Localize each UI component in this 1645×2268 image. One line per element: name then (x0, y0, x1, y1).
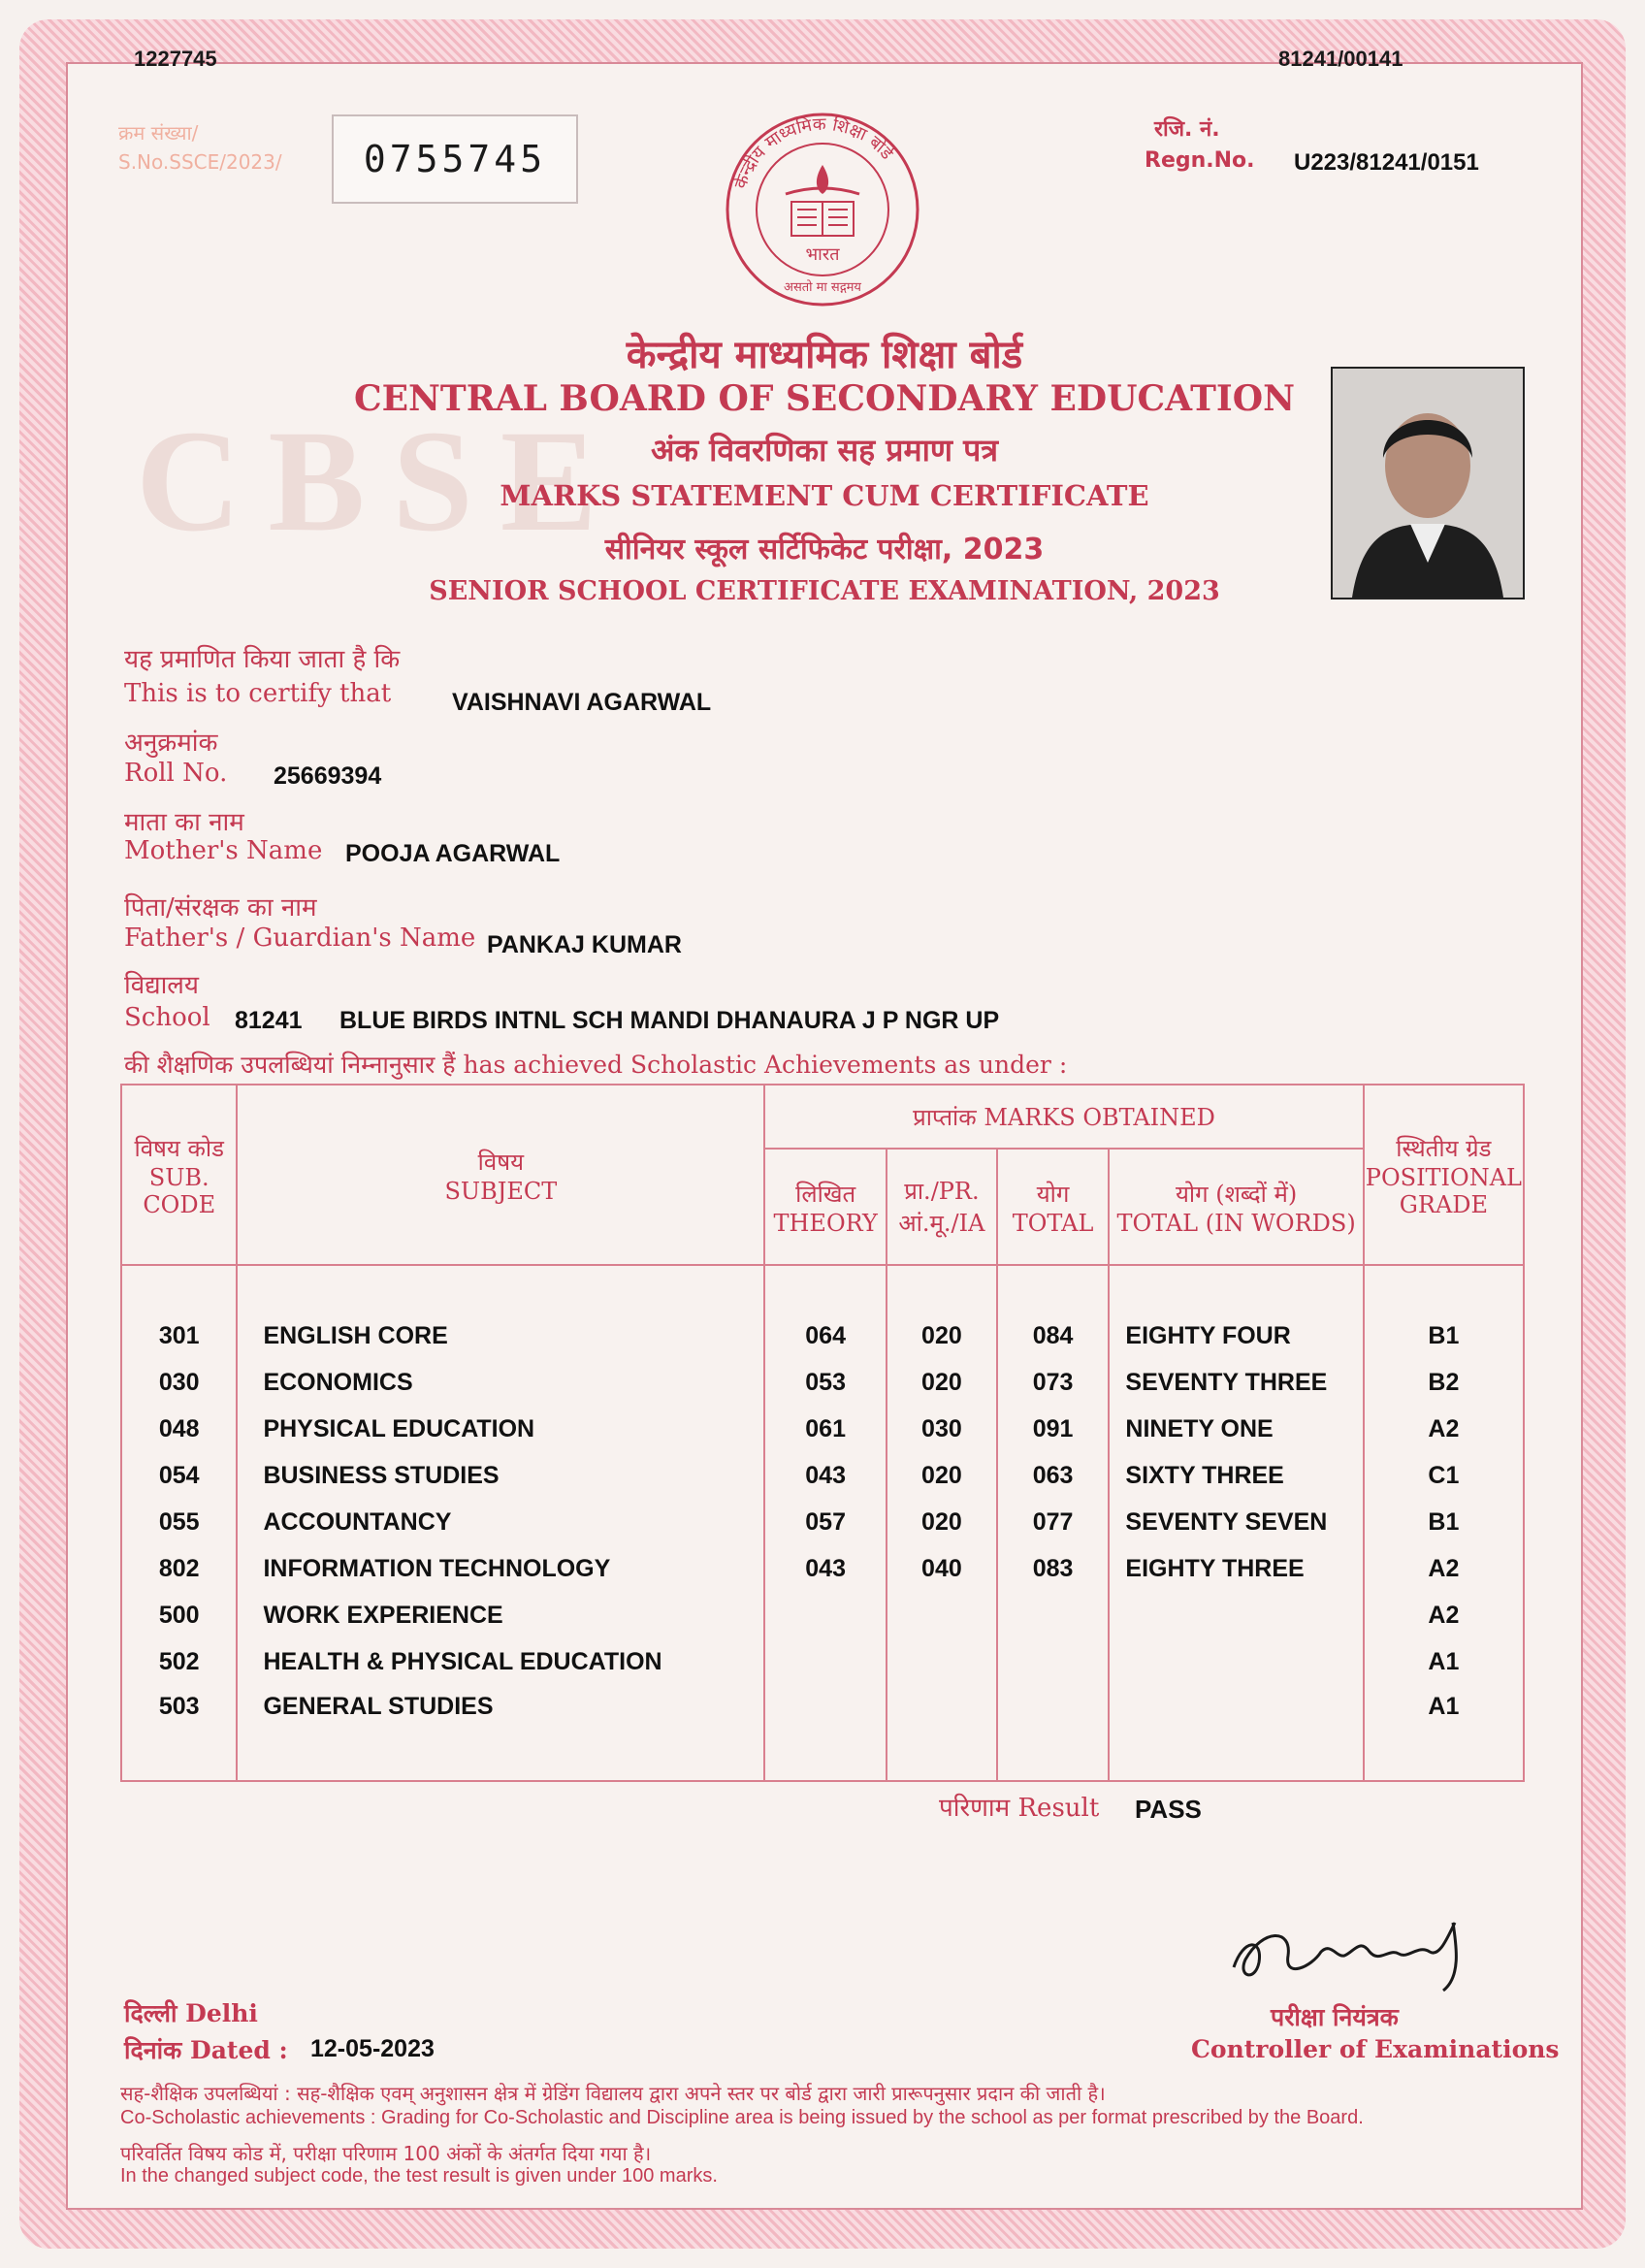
header-marks-en: MARKS OBTAINED (984, 1103, 1215, 1131)
subject-total: 063 (997, 1452, 1110, 1499)
controller-en: Controller of Examinations (1191, 2035, 1560, 2063)
subject-total (997, 1638, 1110, 1685)
serial-label (118, 118, 282, 177)
subject-grade: A1 (1364, 1638, 1524, 1685)
subject-grade: A1 (1364, 1685, 1524, 1781)
subject-row (121, 1359, 1524, 1406)
result-label-hi: परिणाम (939, 1794, 1011, 1823)
regn-number: U223/81241/0151 (1294, 149, 1479, 176)
subject-grade: B2 (1364, 1359, 1524, 1406)
father-label-en: Father's / Guardian's Name (124, 923, 476, 953)
subject-row (121, 1312, 1524, 1359)
header-code (121, 1085, 237, 1265)
header-words-en: TOTAL (IN WORDS) (1116, 1209, 1356, 1237)
subject-theory (764, 1685, 887, 1781)
school-label-hi: विद्यालय (124, 971, 200, 1000)
header-code-en2: CODE (143, 1190, 216, 1218)
dated-label (124, 2033, 288, 2066)
exam-title-en: SENIOR SCHOOL CERTIFICATE EXAMINATION, 2023 (429, 576, 1220, 606)
achieved-en: has achieved Scholastic Achievements as under : (463, 1051, 1068, 1079)
subject-grade: C1 (1364, 1452, 1524, 1499)
header-prac-1: प्रा./PR. (904, 1178, 980, 1205)
result-label (939, 1789, 1099, 1824)
roll-label-hi: अनुक्रमांक (124, 729, 218, 758)
top-right-number: 81241/00141 (1278, 47, 1403, 71)
subject-code: 055 (121, 1499, 237, 1545)
header-practical (887, 1149, 997, 1265)
header-subject-hi: विषय (477, 1148, 525, 1176)
subject-total-words: SEVENTY THREE (1109, 1359, 1363, 1406)
subject-total (997, 1592, 1110, 1638)
subject-code: 301 (121, 1312, 237, 1359)
board-title-hi: केन्द्रीय माध्यमिक शिक्षा बोर्ड (626, 333, 1023, 377)
subject-row (121, 1638, 1524, 1685)
subject-grade: B1 (1364, 1312, 1524, 1359)
note-changed-hi: परिवर्तित विषय कोड में, परीक्षा परिणाम 100 अंकों के अंतर्गत दिया गया है। (120, 2142, 652, 2165)
place-en: Delhi (185, 1999, 258, 2027)
subject-code: 802 (121, 1545, 237, 1592)
serial-label-hi: क्रम संख्या/ (118, 121, 199, 145)
regn-label-en: Regn.No. (1145, 148, 1255, 173)
subject-total: 073 (997, 1359, 1110, 1406)
header-grade-en1: POSITIONAL (1365, 1163, 1522, 1191)
subject-code: 502 (121, 1638, 237, 1685)
subject-row (121, 1545, 1524, 1592)
regn-label (1145, 114, 1255, 177)
header-grade-hi: स्थितीय ग्रेड (1396, 1134, 1492, 1162)
subject-total: 084 (997, 1312, 1110, 1359)
subject-code: 048 (121, 1406, 237, 1452)
header-marks (764, 1085, 1364, 1149)
father-name: PANKAJ KUMAR (487, 931, 682, 958)
header-total-words (1109, 1149, 1363, 1265)
subject-name: BUSINESS STUDIES (237, 1452, 764, 1499)
subject-theory: 043 (764, 1545, 887, 1592)
subject-code: 503 (121, 1685, 237, 1781)
watermark-text: CBSE (136, 401, 625, 562)
header-theory (764, 1149, 887, 1265)
header-total-en: TOTAL (1012, 1209, 1094, 1237)
mother-label-en: Mother's Name (124, 836, 323, 865)
subject-row (121, 1499, 1524, 1545)
subject-total: 091 (997, 1406, 1110, 1452)
dated-value: 12-05-2023 (310, 2035, 435, 2062)
controller-hi: परीक्षा नियंत्रक (1271, 2003, 1399, 2031)
subject-theory: 061 (764, 1406, 887, 1452)
header-theory-hi: लिखित (795, 1180, 856, 1208)
emblem-motto: असतो मा सद्गमय (784, 280, 861, 295)
subject-name: INFORMATION TECHNOLOGY (237, 1545, 764, 1592)
achieved-hi: की शैक्षणिक उपलब्धियां निम्नानुसार हैं (124, 1051, 456, 1079)
school-label-en: School (124, 1003, 210, 1032)
certify-label-en: This is to certify that (124, 679, 392, 708)
header-code-hi: विषय कोड (134, 1134, 224, 1162)
certify-label-hi: यह प्रमाणित किया जाता है कि (124, 645, 401, 674)
svg-text:केन्द्रीय माध्यमिक शिक्षा बोर् (729, 113, 898, 191)
subject-grade: A2 (1364, 1592, 1524, 1638)
mother-label-hi: माता का नाम (124, 808, 244, 837)
note-co-hi: सह-शैक्षिक उपलब्धियां : सह-शैक्षिक एवम् अनुशासन क्षेत्र में ग्रेडिंग विद्यालय द्वारा अपने स्तर पर बोर्ड द्वारा जारी प्रारूपनुसार प्रदान की जाती है। (120, 2082, 1106, 2105)
subject-row (121, 1406, 1524, 1452)
subject-name: ACCOUNTANCY (237, 1499, 764, 1545)
subject-code: 030 (121, 1359, 237, 1406)
cbse-emblem (716, 105, 929, 308)
subject-total-words (1109, 1685, 1363, 1781)
subject-theory (764, 1592, 887, 1638)
subject-theory: 043 (764, 1452, 887, 1499)
subject-total-words: SEVENTY SEVEN (1109, 1499, 1363, 1545)
subject-practical: 020 (887, 1359, 997, 1406)
header-grade-en2: GRADE (1399, 1190, 1489, 1218)
place-hi: दिल्ली (124, 1999, 177, 2027)
emblem-center-text: भारत (805, 244, 840, 265)
subject-grade: A2 (1364, 1406, 1524, 1452)
emblem-top-text: केन्द्रीय माध्यमिक शिक्षा बोर्ड (730, 113, 897, 192)
regn-label-hi: रजि. नं. (1154, 117, 1220, 142)
exam-title-hi: सीनियर स्कूल सर्टिफिकेट परीक्षा, 2023 (604, 533, 1045, 567)
serial-label-en: S.No.SSCE/2023/ (118, 150, 282, 174)
subject-code: 500 (121, 1592, 237, 1638)
serial-number: 0755745 (332, 114, 578, 204)
subject-grade: A2 (1364, 1545, 1524, 1592)
subject-total-words (1109, 1638, 1363, 1685)
header-total-hi: योग (1036, 1180, 1070, 1208)
header-theory-en: THEORY (773, 1209, 878, 1237)
header-grade (1364, 1085, 1524, 1265)
achieved-line (124, 1048, 1067, 1081)
header-subject (237, 1085, 764, 1265)
school-code: 81241 (235, 1007, 303, 1034)
note-changed-en: In the changed subject code, the test result is given under 100 marks. (120, 2165, 718, 2187)
header-marks-hi: प्राप्तांक (913, 1103, 977, 1131)
marks-table (120, 1084, 1525, 1782)
subject-total: 077 (997, 1499, 1110, 1545)
subject-total-words: EIGHTY FOUR (1109, 1312, 1363, 1359)
student-photo (1331, 367, 1525, 599)
subject-practical: 030 (887, 1406, 997, 1452)
subject-row (121, 1685, 1524, 1781)
result-value: PASS (1135, 1795, 1202, 1824)
subject-total: 083 (997, 1545, 1110, 1592)
subject-practical: 020 (887, 1312, 997, 1359)
subject-name: ENGLISH CORE (237, 1312, 764, 1359)
header-prac-2: आं.मू./IA (898, 1210, 985, 1237)
student-name: VAISHNAVI AGARWAL (452, 689, 712, 716)
subject-total-words: EIGHTY THREE (1109, 1545, 1363, 1592)
header-words-hi: योग (शब्दों में) (1175, 1180, 1298, 1208)
subject-theory: 053 (764, 1359, 887, 1406)
subject-practical: 020 (887, 1499, 997, 1545)
subject-theory (764, 1638, 887, 1685)
subject-total-words: SIXTY THREE (1109, 1452, 1363, 1499)
subject-row (121, 1592, 1524, 1638)
doc-title-hi: अंक विवरणिका सह प्रमाण पत्र (650, 432, 999, 469)
dated-label-en: Dated : (190, 2036, 288, 2064)
board-title-en: CENTRAL BOARD OF SECONDARY EDUCATION (353, 378, 1296, 419)
doc-title-en: MARKS STATEMENT CUM CERTIFICATE (500, 479, 1149, 512)
subject-row (121, 1452, 1524, 1499)
subject-total-words: NINETY ONE (1109, 1406, 1363, 1452)
roll-number: 25669394 (274, 762, 382, 790)
header-subject-en: SUBJECT (444, 1177, 558, 1205)
subject-code: 054 (121, 1452, 237, 1499)
dated-label-hi: दिनांक (124, 2036, 182, 2064)
place (124, 1996, 258, 2029)
subject-name: GENERAL STUDIES (237, 1685, 764, 1781)
subject-total-words (1109, 1592, 1363, 1638)
subject-practical (887, 1638, 997, 1685)
subject-name: PHYSICAL EDUCATION (237, 1406, 764, 1452)
subject-theory: 064 (764, 1312, 887, 1359)
subject-practical (887, 1592, 997, 1638)
subject-theory: 057 (764, 1499, 887, 1545)
subject-name: WORK EXPERIENCE (237, 1592, 764, 1638)
subject-total (997, 1685, 1110, 1781)
controller-signature (1224, 1909, 1476, 1996)
note-co-en: Co-Scholastic achievements : Grading for Co-Scholastic and Discipline area is being issued by the school as per format prescribed by the Board. (120, 2107, 1364, 2128)
subject-practical: 020 (887, 1452, 997, 1499)
father-label-hi: पिता/संरक्षक का नाम (124, 893, 317, 923)
header-code-en1: SUB. (148, 1163, 210, 1191)
mother-name: POOJA AGARWAL (345, 840, 561, 867)
subject-practical (887, 1685, 997, 1781)
header-total (997, 1149, 1110, 1265)
photo-portrait (1333, 369, 1523, 598)
subject-name: HEALTH & PHYSICAL EDUCATION (237, 1638, 764, 1685)
subject-practical: 040 (887, 1545, 997, 1592)
school-name: BLUE BIRDS INTNL SCH MANDI DHANAURA J P NGR UP (339, 1007, 1000, 1034)
roll-label-en: Roll No. (124, 759, 228, 788)
top-left-number: 1227745 (134, 47, 217, 71)
subject-grade: B1 (1364, 1499, 1524, 1545)
subject-name: ECONOMICS (237, 1359, 764, 1406)
result-label-en: Result (1017, 1794, 1100, 1823)
